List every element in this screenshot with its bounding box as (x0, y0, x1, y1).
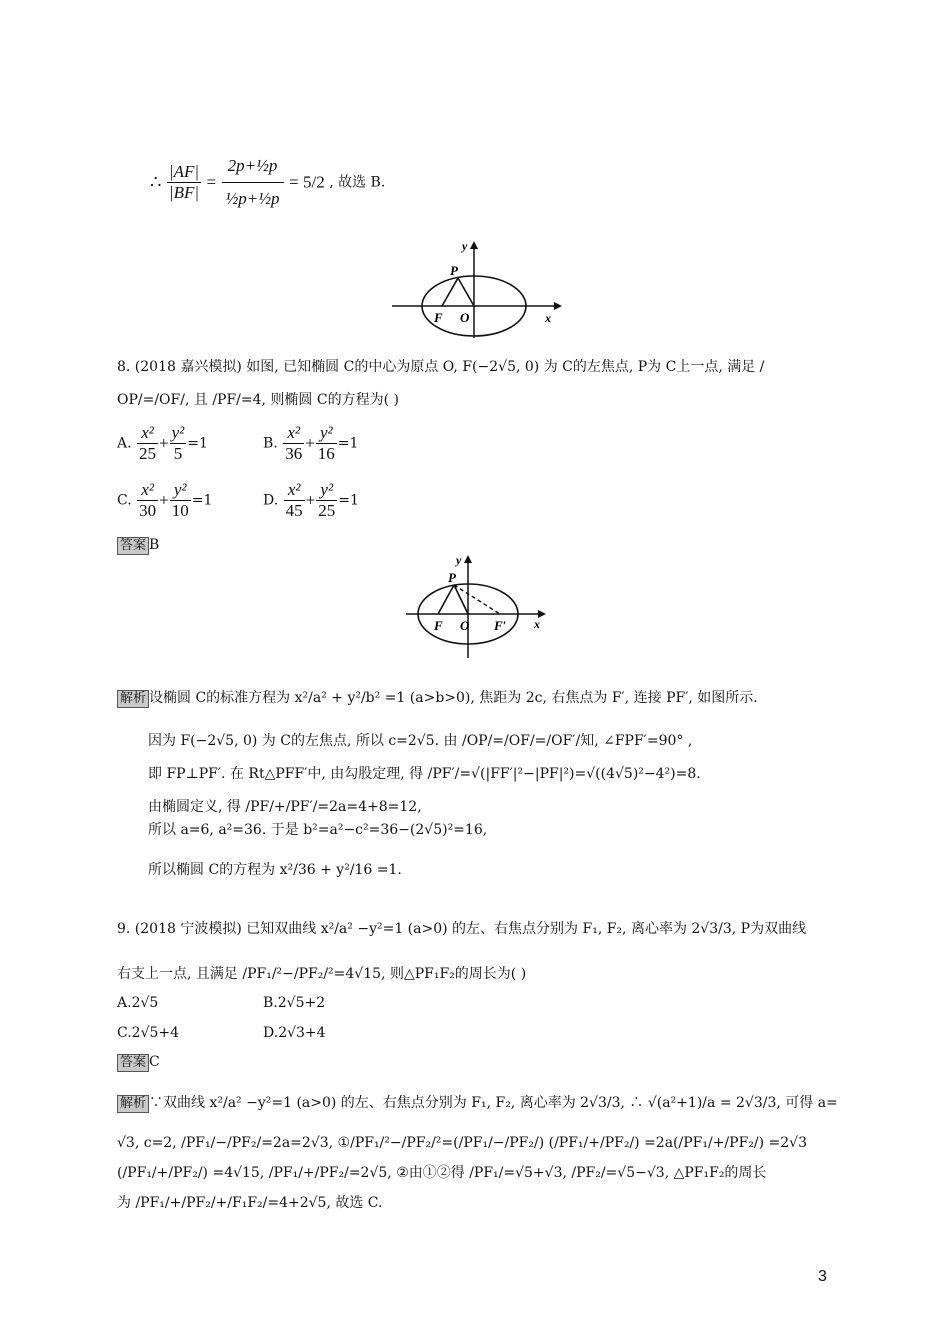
point-label-o: O (460, 618, 470, 633)
conclusion-text: , 故选 B. (329, 174, 386, 191)
q8-option-c: C. $\frac{\text{x²}}{30}$ + $\frac{\text{y²}}{10}$ =1 (117, 480, 213, 520)
ratio-result: 5/2 (303, 172, 325, 192)
q8-analysis-line1: 解析 设椭圆 C的标准方程为 x²/a² + y²/b² =1 (a>b>0), 焦距为 2c, 右焦点为 F′, 连接 PF′, 如图所示. (117, 688, 758, 708)
point-label-f: F (434, 310, 443, 325)
axis-label-x: x (534, 617, 540, 631)
answer-tag: 答案 (117, 1054, 149, 1072)
answer-tag: 答案 (117, 537, 149, 555)
answer-value: C (149, 1054, 160, 1070)
q8-analysis-line4: 由椭圆定义, 得 /PF/+/PF′/=2a=4+8=12, (148, 799, 422, 815)
q8-analysis-line5: 所以 a=6, a²=36. 于是 b²=a²−c²=36−(2√5)²=16, (148, 822, 488, 838)
equals-sign-2: = (288, 172, 299, 192)
q9-option-d: D.2√3+4 (263, 1025, 326, 1041)
point-label-p: P (448, 570, 456, 585)
q9-answer (117, 1052, 160, 1072)
point-label-p: P (450, 263, 458, 278)
q9-stem-line1: 9. (2018 宁波模拟) 已知双曲线 x²/a² −y²=1 (a>0) 的左、右焦点分别为 F₁, F₂, 离心率为 2√3/3, P为双曲线 (117, 921, 807, 937)
q8-option-a: A. $\frac{\text{x²}}{25}$ + $\frac{\text{y²}}{5}$ =1 (117, 423, 208, 463)
q8-stem-line1: 8. (2018 嘉兴模拟) 如图, 已知椭圆 C的中心为原点 O, F(−2√5, 0) 为 C的左焦点, P为 C上一点, 满足 / (117, 359, 765, 375)
axis-label-y: y (456, 553, 462, 567)
ratio-af-bf: $\frac{|AF|}{|BF|}$ (168, 162, 200, 202)
q9-stem-line2: 右支上一点, 且满足 /PF₁/²−/PF₂/²=4√15, 则△PF₁F₂的周长为( ) (117, 966, 527, 982)
q9-analysis-line4: 为 /PF₁/+/PF₂/+/F₁F₂/=4+2√5, 故选 C. (117, 1195, 383, 1211)
q9-option-c: C.2√5+4 (117, 1025, 180, 1041)
axis-label-y: y (462, 239, 468, 253)
point-label-o: O (460, 310, 470, 325)
answer-value: B (149, 537, 160, 553)
q9-analysis-line2: √3, c=2, /PF₁/−/PF₂/=2a=2√3, ①/PF₁/²−/PF₂/²=(/PF₁/−/PF₂/) (/PF₁/+/PF₂/) =2a(/PF₁/+/PF₂/) =2√3 (117, 1135, 807, 1151)
q8-answer (117, 535, 159, 555)
analysis-tag: 解析 (117, 690, 149, 708)
point-label-f-prime: F′ (494, 618, 507, 633)
q8-stem-line2: OP/=/OF/, 且 /PF/=4, 则椭圆 C的方程为( ) (117, 392, 399, 408)
axis-label-x: x (545, 311, 551, 325)
page-number: 3 (818, 1268, 827, 1285)
point-label-f: F (434, 618, 443, 633)
q9-analysis-line1: 解析 ∵双曲线 x²/a² −y²=1 (a>0) 的左、右焦点分别为 F₁, F₂, 离心率为 2√3/3, ∴ √(a²+1)/a = 2√3/3, 可得 a= (117, 1093, 838, 1113)
q9-option-a: A.2√5 (117, 995, 159, 1011)
q8-analysis-line3: 即 FP⊥PF′. 在 Rt△PFF′中, 由勾股定理, 得 /PF′/=√(|FF′|²−|PF|²)=√((4√5)²−4²)=8. (148, 766, 701, 782)
q9-option-b: B.2√5+2 (263, 995, 326, 1011)
q8-option-b: B. $\frac{\text{x²}}{36}$ + $\frac{\text{y²}}{16}$ =1 (263, 423, 359, 463)
top-formula (150, 150, 385, 225)
q8-option-d: D. $\frac{\text{x²}}{45}$ + $\frac{\text{y²}}{25}$ =1 (263, 480, 359, 520)
q9-analysis-line3: (/PF₁/+/PF₂/) =4√15, /PF₁/+/PF₂/=2√5, ②由①②得 /PF₁/=√5+√3, /PF₂/=√5−√3, △PF₁F₂的周长 (117, 1165, 767, 1181)
analysis-tag: 解析 (117, 1095, 149, 1113)
ellipse-figure-1 (390, 238, 565, 340)
ratio-p-expression: $\frac{\text{2p+½p}}{\text{½p+½p}}$ (222, 150, 284, 215)
q8-analysis-line6: 所以椭圆 C的方程为 x²/36 + y²/16 =1. (148, 862, 402, 878)
therefore-symbol: ∴ (150, 171, 162, 193)
q8-analysis-line2: 因为 F(−2√5, 0) 为 C的左焦点, 所以 c=2√5. 由 /OP/=/OF/=/OF′/知, ∠FPF′=90° , (148, 733, 693, 749)
ellipse-figure-2 (404, 552, 554, 662)
equals-sign: = (206, 172, 217, 192)
